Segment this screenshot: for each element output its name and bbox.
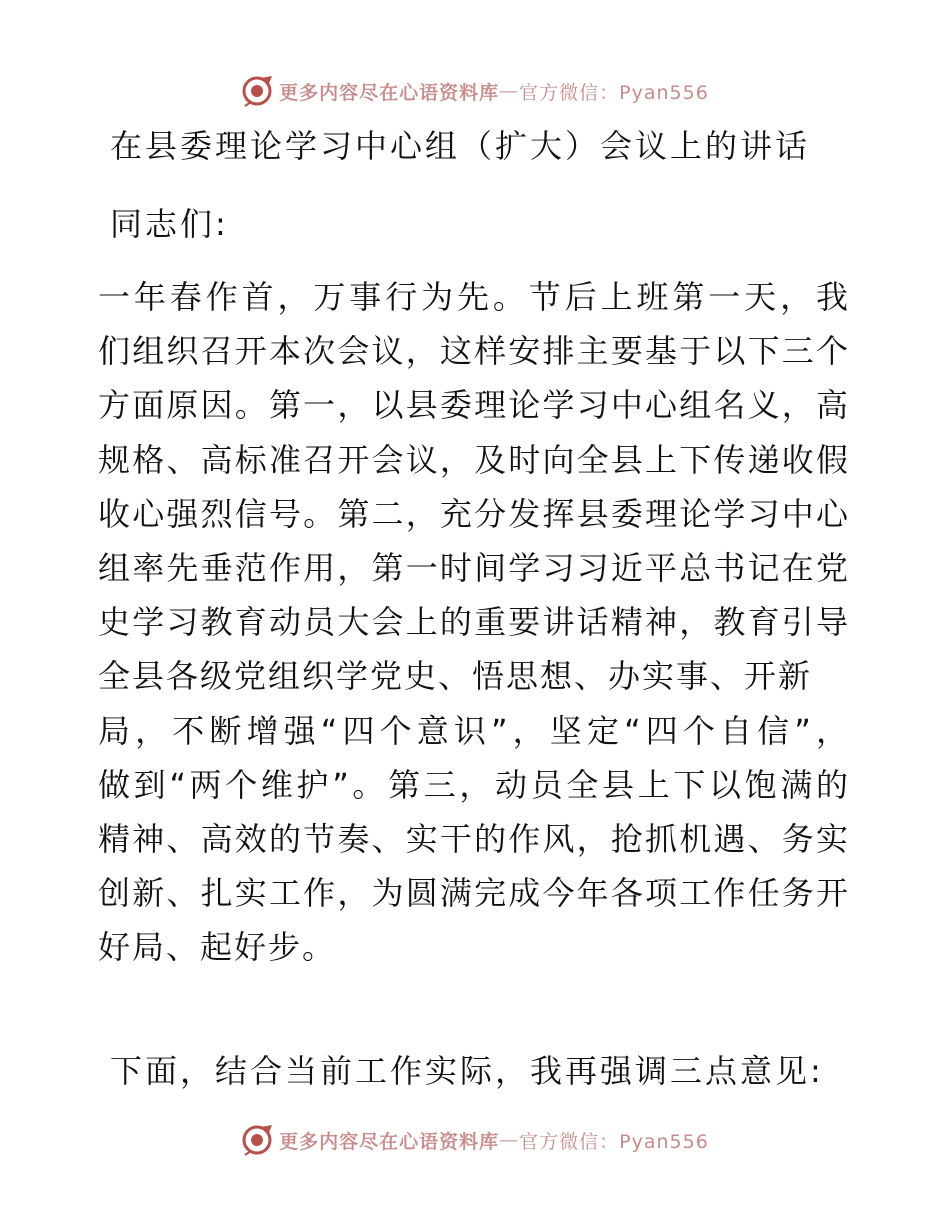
paragraph-line: 全县各级党组织学党史、悟思想、办实事、开新 <box>98 657 813 696</box>
watermark-footer <box>0 1120 950 1160</box>
watermark-text: 更多内容尽在心语资料库 <box>279 1130 500 1153</box>
paragraph-line: 们组织召开本次会议，这样安排主要基于以下三个 <box>98 332 850 371</box>
paragraph-2: 下面，结合当前工作实际，我再强调三点意见: <box>110 1052 824 1090</box>
paragraph-line: 创新、扎实工作，为圆满完成今年各项工作任务开 <box>98 874 850 913</box>
paragraph-line: 一年春作首，万事行为先。节后上班第一天，我 <box>98 278 850 316</box>
salutation: 同志们: <box>110 205 229 243</box>
paragraph-1 <box>98 270 850 974</box>
paragraph-line: 收心强烈信号。第二，充分发挥县委理论学习中心 <box>98 494 850 533</box>
paragraph-line: 精神、高效的节奏、实干的作风，抢抓机遇、务实 <box>98 819 850 858</box>
logo-icon <box>241 74 275 108</box>
logo-icon <box>241 1123 275 1157</box>
paragraph-line: 规格、高标准召开会议，及时向全县上下传递收假 <box>98 440 850 479</box>
watermark-separator: — <box>499 80 520 102</box>
watermark-text: 更多内容尽在心语资料库 <box>279 81 500 104</box>
paragraph-line: 方面原因。第一，以县委理论学习中心组名义，高 <box>98 386 850 425</box>
watermark-separator: — <box>499 1129 520 1151</box>
document-title: 在县委理论学习中心组（扩大）会议上的讲话 <box>110 127 811 165</box>
paragraph-line: 做到“两个维护”。第三，动员全县上下以饱满的 <box>98 765 850 804</box>
watermark-header <box>0 71 950 111</box>
paragraph-line: 局，不断增强“四个意识”，坚定“四个自信”， <box>98 711 850 750</box>
watermark-contact: 官方微信：Pyan556 <box>519 1130 709 1153</box>
paragraph-line: 好局、起好步。 <box>98 928 337 967</box>
paragraph-line: 史学习教育动员大会上的重要讲话精神，教育引导 <box>98 603 850 642</box>
watermark-contact: 官方微信：Pyan556 <box>519 81 709 104</box>
paragraph-line: 组率先垂范作用，第一时间学习习近平总书记在党 <box>98 548 850 587</box>
